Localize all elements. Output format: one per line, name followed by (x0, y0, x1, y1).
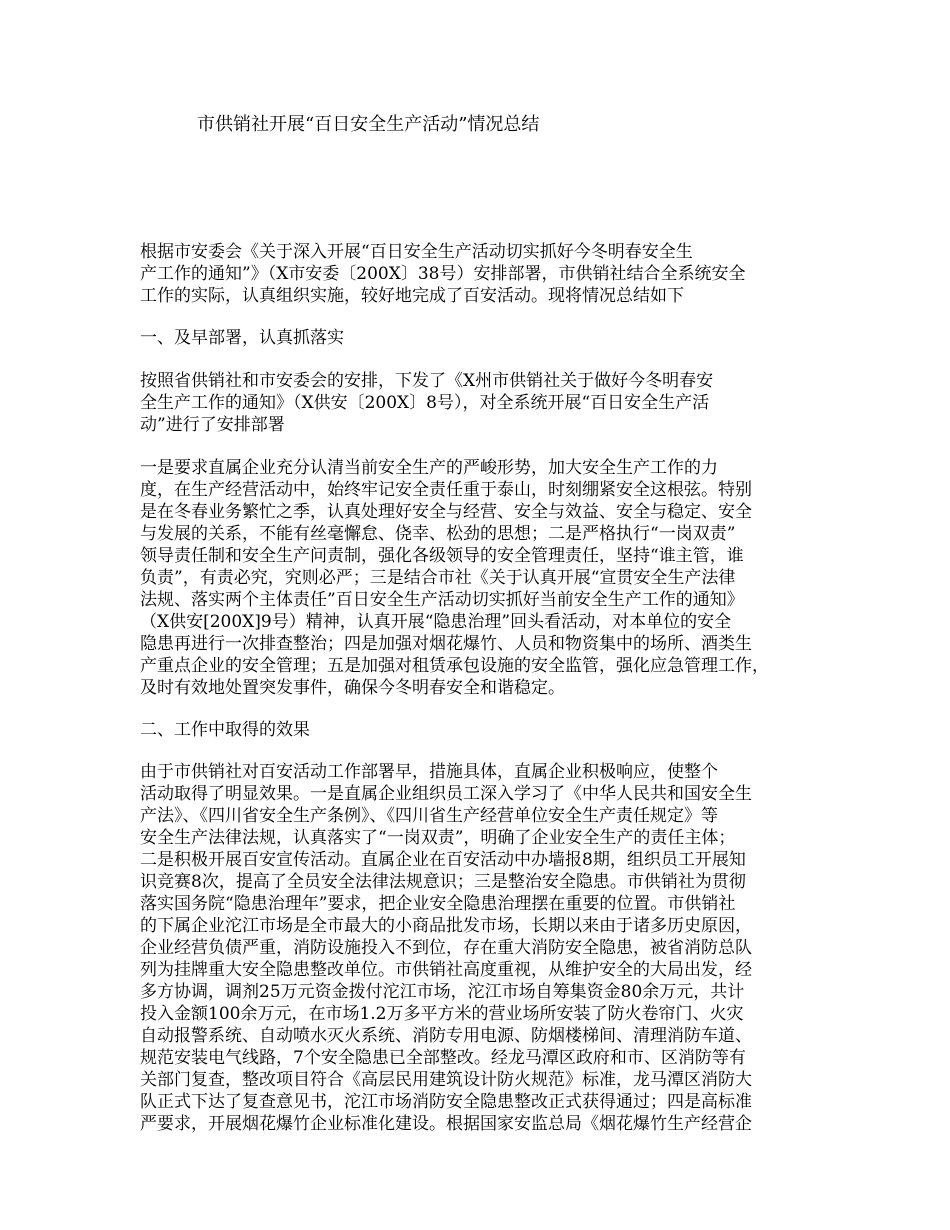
body-text-line: 活动取得了明显效果。一是直属企业组织员工深入学习了《中华人民共和国安全生 (140, 784, 752, 804)
body-text-line: 全生产工作的通知》（X供安〔200X〕8号），对全系统开展“百日安全生产活 (140, 393, 710, 413)
body-text-line: 规范安装电气线路，7个安全隐患已全部整改。经龙马潭区政府和市、区消防等有 (140, 1048, 746, 1068)
body-text-line: 产工作的通知”》（X市安委〔200X〕38号）安排部署，市供销社结合全系统安全 (140, 264, 746, 284)
document-title: 市供销社开展“百日安全生产活动”情况总结 (197, 114, 540, 135)
body-text-line: 及时有效地处置突发事件，确保今冬明春安全和谐稳定。 (140, 678, 565, 698)
body-text-line: 产重点企业的安全管理；五是加强对租赁承包设施的安全监管，强化应急管理工作， (140, 656, 769, 676)
body-text-line: 安全生产法律法规，认真落实了“一岗双责”，明确了企业安全生产的责任主体； (140, 828, 736, 848)
body-text-line: 按照省供销社和市安委会的安排，下发了《X州市供销社关于做好今冬明春安 (140, 371, 714, 391)
body-text-line: 法规、落实两个主体责任”百日安全生产活动切实抓好当前安全生产工作的通知》 (140, 590, 744, 610)
body-text-line: 企业经营负债严重，消防设施投入不到位，存在重大消防安全隐患，被省消防总队 (140, 938, 752, 958)
body-text-line: 度，在生产经营活动中，始终牢记安全责任重于泰山，时刻绷紧安全这根弦。特别 (140, 480, 752, 500)
body-text-line: 根据市安委会《关于深入开展“百日安全生产活动切实抓好今冬明春安全生 (140, 242, 693, 262)
body-text-line: 队正式下达了复查意见书，沱江市场消防安全隐患整改正式获得通过；四是高标准 (140, 1092, 752, 1112)
body-text-line: 落实国务院“隐患治理年”要求，把企业安全隐患治理摆在重要的位置。市供销社 (140, 894, 736, 914)
body-text-line: 自动报警系统、自动喷水灭火系统、消防专用电源、防烟楼梯间、清理消防车道、 (140, 1026, 752, 1046)
body-text-line: 由于市供销社对百安活动工作部署早，措施具体，直属企业积极响应，使整个 (140, 762, 718, 782)
body-text-line: 二是积极开展百安宣传活动。直属企业在百安活动中办墙报8期，组织员工开展知 (140, 850, 746, 870)
body-text-line: 负责”，有责必究，究则必严；三是结合市社《关于认真开展“宣贯安全生产法律 (140, 568, 736, 588)
body-text-line: 工作的实际，认真组织实施，较好地完成了百安活动。现将情况总结如下 (140, 286, 684, 306)
section-heading: 二、工作中取得的效果 (140, 720, 310, 740)
body-text-line: 列为挂牌重大安全隐患整改单位。市供销社高度重视，从维护安全的大局出发，经 (140, 960, 752, 980)
body-text-line: 投入金额100余万元，在市场1.2万多平方米的营业场所安装了防火卷帘门、火灾 (140, 1004, 744, 1024)
body-text-line: 一是要求直属企业充分认清当前安全生产的严峻形势，加大安全生产工作的力 (140, 458, 718, 478)
body-text-line: 领导责任制和安全生产问责制，强化各级领导的安全管理责任，坚持“谁主管，谁 (140, 546, 744, 566)
body-text-line: 严要求，开展烟花爆竹企业标准化建设。根据国家安监总局《烟花爆竹生产经营企 (140, 1114, 752, 1134)
body-text-line: 识竞赛8次，提高了全员安全法律法规意识；三是整治安全隐患。市供销社为贯彻 (140, 872, 746, 892)
body-text-line: 产法》、《四川省安全生产条例》、《四川省生产经营单位安全生产责任规定》等 (140, 806, 718, 826)
body-text-line: 动”进行了安排部署 (140, 415, 285, 435)
section-heading: 一、及早部署，认真抓落实 (140, 328, 344, 348)
body-text-line: 是在冬春业务繁忙之季，认真处理好安全与经营、安全与效益、安全与稳定、安全 (140, 502, 752, 522)
body-text-line: 隐患再进行一次排查整治；四是加强对烟花爆竹、人员和物资集中的场所、酒类生 (140, 634, 752, 654)
body-text-line: 关部门复查，整改项目符合《高层民用建筑设计防火规范》标准，龙马潭区消防大 (140, 1070, 752, 1090)
body-text-line: 与发展的关系，不能有丝毫懈怠、侥幸、松劲的思想；二是严格执行“一岗双责” (140, 524, 736, 544)
body-text-line: 多方协调，调剂25万元资金拨付沱江市场，沱江市场自筹集资金80余万元，共计 (140, 982, 745, 1002)
body-text-line: 的下属企业沱江市场是全市最大的小商品批发市场，长期以来由于诸多历史原因， (140, 916, 752, 936)
body-text-line: （X供安[200X]9号）精神，认真开展“隐患治理”回头看活动，对本单位的安全 (140, 612, 732, 632)
